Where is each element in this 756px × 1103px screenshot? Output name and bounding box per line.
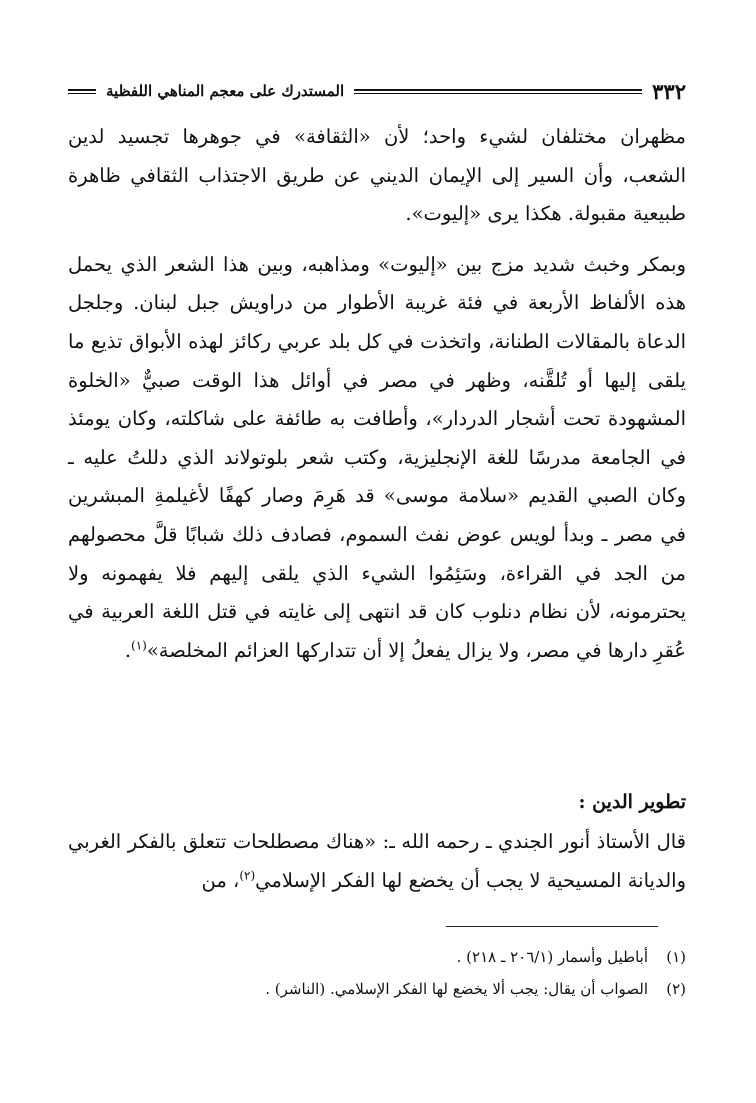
footnote-1 [68, 944, 686, 971]
footnote-divider [446, 926, 658, 927]
book-title: المستدرك على معجم المناهي اللفظية [106, 82, 345, 100]
paragraph-3-text: قال الأستاذ أنور الجندي ـ رحمه الله ـ: «هناك مصطلحات تتعلق بالفكر الغربي والديانة المسيحية لا يجب أن يخضع لها الفكر الإسلامي [68, 830, 686, 892]
footnote-number: (١) [666, 948, 686, 966]
footnote-2 [68, 976, 686, 1003]
footnotes [68, 944, 686, 1008]
paragraph-1: مظهران مختلفان لشيء واحد؛ لأن «الثقافة» في جوهرها تجسيد لدين الشعب، وأن السير إلى الإيمان الديني عن طريق الاجتذاب الثقافي ظاهرة طبيعية مقبولة. هكذا يرى «إليوت». [68, 125, 686, 226]
header-rule-short [68, 89, 96, 94]
footnote-ref-1: (١) [131, 638, 147, 653]
section-text [68, 823, 686, 900]
section-heading: تطوير الدين : [578, 791, 686, 813]
paragraph-3 [68, 823, 686, 900]
page-number: ٣٣٢ [652, 78, 686, 104]
header-rule [354, 89, 642, 94]
main-text [68, 118, 686, 670]
paragraph-3-tail: ، من [201, 868, 240, 892]
footnote-number: (٢) [666, 980, 686, 998]
footnote-text: الصواب أن يقال: يجب ألا يخضع لها الفكر الإسلامي. (الناشر) . [265, 980, 648, 998]
footnote-text: أباطيل وأسمار (٢٠٦/١ ـ ٢١٨) . [456, 948, 648, 966]
paragraph-2-text: وبمكر وخبث شديد مزج بين «إليوت» ومذاهبه، وبين هذا الشعر الذي يحمل هذه الألفاظ الأربعة في فئة غريبة الأطوار من دراويش جبل لبنان. وجلجل الدعاة بالمقالات الطنانة، واتخذت في كل بلد عربي ركائز لهذه الأبواق تذيع ما يلقى إليها أو تُلقَّنه، وظهر في مصر في أوائل هذا الوقت صبيٌّ «الخلوة المشهودة تحت أشجار الدردار»، وأطافت به طائفة على شاكلته، وكان يومئذ في الجامعة مدرسًا للغة الإنجليزية، وكتب شعر بلوتولاند الذي دللتُ عليه ـ وكان الصبي القديم «سلامة موسى» قد هَرِمَ وصار كهفًا لأغيلمةِ المبشرين في مصر ـ وبدأ لويس عوض نفث السموم، فصادف ذلك شبابًا قلَّ محصولهم من الجد في القراءة، وسَئِمُوا الشيء الذي يلقى إليهم فلا يفهمونه ولا يحترمونه، لأن نظام دنلوب كان قد انتهى إلى غايته في قتل اللغة العربية في عُقرِ دارها في مصر، ولا يزال يفعلُ إلا أن تتداركها العزائم المخلصة» [68, 252, 686, 662]
footnote-ref-2: (٢) [239, 868, 256, 883]
running-header [68, 76, 686, 106]
paragraph-2: وبمكر وخبث شديد مزج بين «إليوت» ومذاهبه، وبين هذا الشعر الذي يحمل هذه الألفاظ الأربعة في فئة غريبة الأطوار من دراويش جبل لبنان. وجلجل الدعاة بالمقالات الطنانة، واتخذت في كل بلد عربي ركائز لهذه الأبواق تذيع ما يلقى إليها أو تُلقَّنه، وظهر في مصر في أوائل هذا الوقت صبيٌّ «الخلوة المشهودة تحت أشجار الدردار»، وأطافت به طائفة على شاكلته، وكان يومئذ في الجامعة مدرسًا للغة الإنجليزية، وكتب شعر بلوتولاند الذي دللتُ عليه ـ وكان الصبي القديم «سلامة موسى» قد هَرِمَ وصار كهفًا لأغيلمةِ المبشرين في مصر ـ وبدأ لويس عوض نفث السموم، فصادف ذلك شبابًا قلَّ محصولهم من الجد في القراءة، وسَئِمُوا الشيء الذي يلقى إليهم فلا يفهمونه ولا يحترمونه، لأن نظام دنلوب كان قد انتهى إلى غايته في قتل اللغة العربية في عُقرِ دارها في مصر، ولا يزال يفعلُ إلا أن تتداركها العزائم المخلصة»$^{(١)}$. [68, 252, 686, 662]
